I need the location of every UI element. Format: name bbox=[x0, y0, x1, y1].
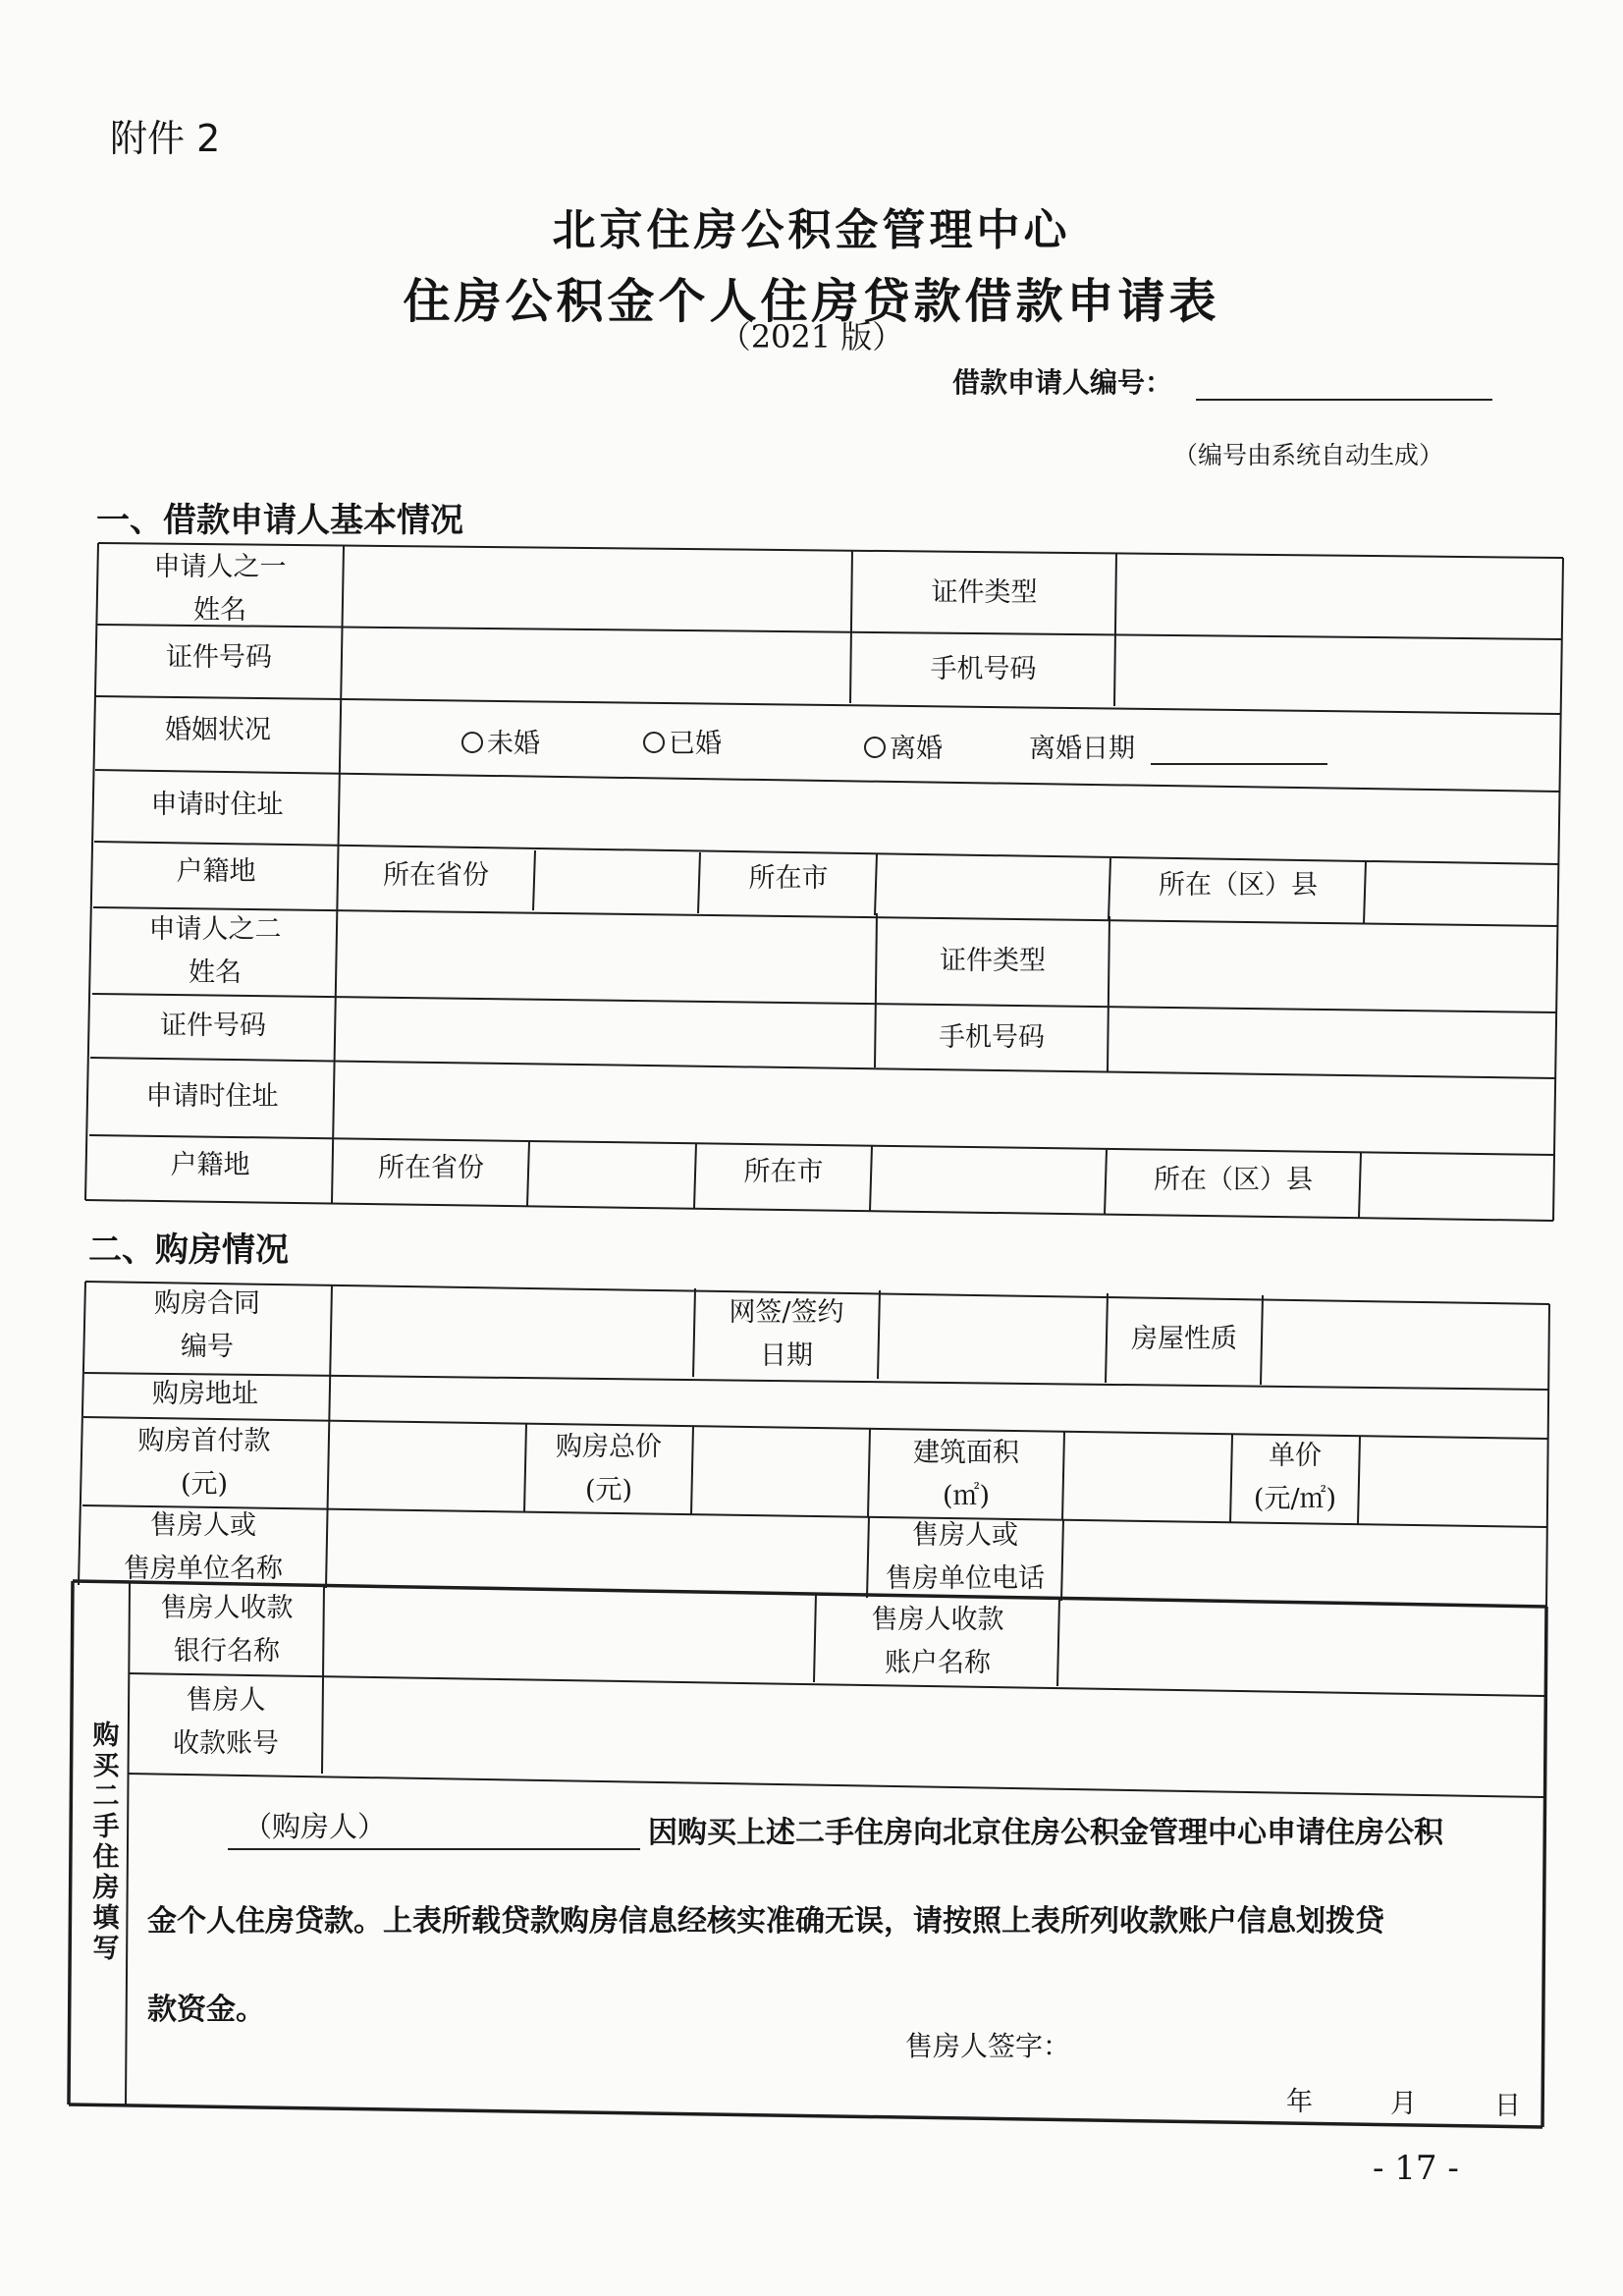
down-payment-field[interactable] bbox=[330, 1426, 522, 1508]
house-nature-field[interactable] bbox=[1265, 1298, 1545, 1383]
seller-name-label: 售房人或 售房单位名称 bbox=[124, 1510, 283, 1584]
edition-label: （2021 版） bbox=[719, 318, 904, 355]
applicant1-phone-label: 手机号码 bbox=[930, 654, 1037, 684]
seller-signature-label: 售房人签字： bbox=[905, 2030, 1071, 2062]
applicant2-address-field[interactable] bbox=[336, 1073, 1549, 1144]
down-payment-label: 购房首付款 (元) bbox=[137, 1426, 271, 1500]
seller-phone-field[interactable] bbox=[1065, 1520, 1544, 1595]
applicant1-name-field[interactable] bbox=[346, 552, 846, 623]
applicant1-phone-field[interactable] bbox=[1118, 643, 1550, 708]
applicant1-id-no-field[interactable] bbox=[346, 631, 846, 696]
sign-date-field[interactable] bbox=[882, 1293, 1104, 1378]
buyer-placeholder: （购房人） bbox=[243, 1810, 387, 1843]
applicant2-id-no-field[interactable] bbox=[337, 1000, 869, 1061]
house-nature-label: 房屋性质 bbox=[1131, 1324, 1237, 1354]
applicant1-address-field[interactable] bbox=[344, 781, 1551, 847]
marital-option-divorced[interactable]: 离婚 bbox=[864, 727, 943, 765]
applicant1-household-label: 户籍地 bbox=[176, 856, 256, 887]
applicant2-household-label: 户籍地 bbox=[170, 1150, 250, 1180]
applicant1-province-field[interactable] bbox=[537, 854, 696, 909]
org-title: 北京住房公积金管理中心 bbox=[552, 205, 1071, 255]
applicant2-phone-label: 手机号码 bbox=[939, 1022, 1045, 1053]
declaration-line3: 款资金。 bbox=[147, 1993, 265, 2027]
attachment-label: 附件 2 bbox=[110, 117, 221, 160]
seller-bank-label: 售房人收款 银行名称 bbox=[160, 1593, 294, 1667]
seller-bank-field[interactable] bbox=[328, 1591, 811, 1675]
seller-account-no-label: 售房人 收款账号 bbox=[173, 1685, 279, 1759]
section2-title: 二、购房情况 bbox=[88, 1230, 289, 1270]
seller-account-no-field[interactable] bbox=[326, 1685, 1542, 1774]
applicant2-county-label: 所在（区）县 bbox=[1154, 1165, 1313, 1195]
marital-option-unmarried[interactable]: 未婚 bbox=[461, 722, 540, 760]
divorce-date-label: 离婚日期 bbox=[1029, 734, 1135, 764]
building-area-label: 建筑面积 (㎡) bbox=[913, 1438, 1019, 1511]
divorce-date-field[interactable] bbox=[1151, 763, 1327, 765]
unit-price-field[interactable] bbox=[1362, 1439, 1546, 1521]
applicant1-id-no-label: 证件号码 bbox=[166, 642, 272, 673]
applicant1-city-field[interactable] bbox=[879, 859, 1107, 914]
contract-no-label: 购房合同 编号 bbox=[154, 1288, 260, 1362]
contract-no-field[interactable] bbox=[334, 1288, 689, 1373]
applicant2-province-field[interactable] bbox=[532, 1147, 691, 1204]
auto-generate-note: （编号由系统自动生成） bbox=[1173, 441, 1444, 469]
applicant1-county-label: 所在（区）县 bbox=[1159, 870, 1318, 901]
applicant2-name-label: 申请人之二 姓名 bbox=[148, 914, 282, 988]
year-label: 年 bbox=[1286, 2087, 1313, 2117]
applicant1-province-label: 所在省份 bbox=[383, 860, 489, 891]
total-price-field[interactable] bbox=[695, 1429, 866, 1511]
applicant2-id-no-label: 证件号码 bbox=[160, 1011, 266, 1041]
applicant1-county-field[interactable] bbox=[1368, 866, 1552, 921]
marital-status-label: 婚姻状况 bbox=[165, 715, 271, 745]
seller-phone-label: 售房人或 售房单位电话 bbox=[886, 1520, 1045, 1594]
sign-date-label: 网签/签约 日期 bbox=[729, 1297, 844, 1371]
applicant2-name-field[interactable] bbox=[339, 915, 871, 990]
section1-title: 一、借款申请人基本情况 bbox=[96, 501, 463, 540]
seller-account-name-field[interactable] bbox=[1061, 1603, 1542, 1687]
total-price-label: 购房总价 (元) bbox=[556, 1432, 662, 1505]
declaration-line1: 因购买上述二手住房向北京住房公积金管理中心申请住房公积 bbox=[648, 1816, 1443, 1850]
radio-circle-icon bbox=[461, 732, 483, 753]
seller-name-field[interactable] bbox=[328, 1512, 864, 1583]
radio-circle-icon bbox=[864, 737, 886, 758]
building-area-field[interactable] bbox=[1066, 1434, 1229, 1516]
applicant2-id-type-label: 证件类型 bbox=[940, 946, 1046, 976]
radio-circle-icon bbox=[643, 732, 665, 753]
applicant1-id-type-label: 证件类型 bbox=[931, 577, 1038, 608]
applicant2-city-label: 所在市 bbox=[743, 1157, 824, 1187]
applicant1-name-label: 申请人之一 姓名 bbox=[153, 552, 287, 626]
applicant2-city-field[interactable] bbox=[874, 1153, 1102, 1210]
form-title: 住房公积金个人住房贷款借款申请表 bbox=[403, 274, 1220, 329]
buyer-name-field[interactable] bbox=[228, 1848, 640, 1850]
seller-account-name-label: 售房人收款 账户名称 bbox=[871, 1605, 1004, 1678]
unit-price-label: 单价 (元/㎡) bbox=[1253, 1441, 1337, 1514]
applicant1-city-label: 所在市 bbox=[748, 863, 829, 894]
applicant1-id-type-field[interactable] bbox=[1119, 560, 1551, 630]
house-address-label: 购房地址 bbox=[152, 1379, 258, 1409]
applicant2-county-field[interactable] bbox=[1363, 1159, 1547, 1216]
declaration-line2: 金个人住房贷款。上表所载贷款购房信息经核实准确无误，请按照上表所列收款账户信息划拨贷 bbox=[147, 1904, 1384, 1939]
applicant2-province-label: 所在省份 bbox=[378, 1153, 484, 1183]
second-hand-vertical-label: 购 买 二 手 住 房 填 写 bbox=[92, 1721, 120, 1964]
marital-option-married[interactable]: 已婚 bbox=[643, 722, 722, 760]
applicant2-id-type-field[interactable] bbox=[1112, 923, 1550, 1002]
house-address-field[interactable] bbox=[332, 1379, 1545, 1428]
day-label: 日 bbox=[1494, 2091, 1521, 2121]
applicant2-phone-field[interactable] bbox=[1111, 1011, 1549, 1074]
applicant2-address-label: 申请时住址 bbox=[145, 1081, 279, 1112]
page-number: - 17 - bbox=[1373, 2149, 1459, 2188]
applicant-number-label: 借款申请人编号： bbox=[952, 366, 1173, 399]
month-label: 月 bbox=[1390, 2089, 1417, 2119]
applicant1-address-label: 申请时住址 bbox=[150, 790, 284, 820]
